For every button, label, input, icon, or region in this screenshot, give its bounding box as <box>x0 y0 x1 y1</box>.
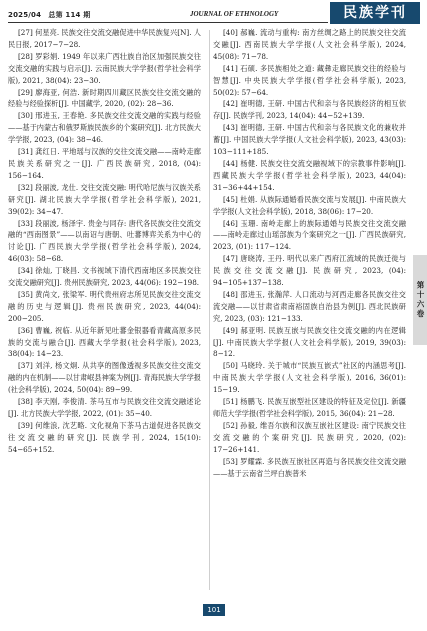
reference-item: [41] 石硕. 多民族相处之道: 藏彝走廊民族交往的经验与智慧[J]. 中央民族大学学报(哲学社会科学版), 2023, 50(02): 57−64. <box>213 63 406 97</box>
reference-item: [27] 何星亮. 民族交往交流交融促进中华民族复兴[N]. 人民日报, 2017−7−28. <box>8 28 201 49</box>
reference-item: [50] 马晓玲. 关于城市“民族互嵌式”社区的内涵思考[J]. 中南民族大学学报(人文社会科学版), 2016, 36(01): 15−19. <box>213 361 406 395</box>
reference-item: [47] 唐晓涛, 王丹. 明代以来广西府江流域的民族迁徙与民族交往交流交融[J]. 民族研究, 2023, (04): 94−105+137−138. <box>213 254 406 288</box>
column-divider <box>209 30 210 590</box>
journal-logo: 民族学刊 <box>330 2 420 24</box>
reference-item: [29] 廖海亚, 何浩. 新时期四川藏区民族交往交流交融的经验与经验探析[J]. 中国藏学, 2020, (02): 28−36. <box>8 87 201 109</box>
reference-item: [35] 黄尚文, 张梁军. 明代贵州府志所见民族交往交流交融的历史与逻辑[J]. 贵州民族研究, 2023, 44(04): 200−205. <box>8 289 201 323</box>
reference-item: [46] 玉珊. 南岭走廊上的族际通婚与民族交往交流交融——南岭走廊过山瑶部族为个案研究之一[J]. 广西民族研究, 2023, (01): 117−124. <box>213 218 406 252</box>
reference-item: [36] 曹巍, 祝临. 从近年新见吐蕃金银器看青藏高原多民族的交流与融合[J]. 西藏大学学报(社会科学版), 2023, 38(04): 14−23. <box>8 325 201 359</box>
reference-item: [44] 杨健. 民族交往交流交融视域下的宗教事件影响[J]. 西藏民族大学学报(哲学社会科学版), 2023, 44(04): 31−36+44+154. <box>213 158 406 192</box>
reference-item: [31] 龚红日. 平地瑶与汉族的交往交流交融——南岭走廊民族关系研究之一[J]. 广西民族研究, 2018, (04): 156−164. <box>8 147 201 180</box>
issue-label: 2025/04 总第 114 期 <box>8 11 91 19</box>
reference-item: [28] 罗彩娟. 1949 年以来广西壮族自治区加强民族交往交流交融的实践与启示[J]. 云南民族大学学报(哲学社会科学版), 2021, 38(04): 23−30. <box>8 51 201 85</box>
reference-item: [40] 郝巍. 流动与重构: 南方丝绸之路上的民族交往交流交融[J]. 西南民族大学学报(人文社会科学版), 2024, 45(08): 71−78. <box>213 28 406 61</box>
reference-item: [33] 段丽波, 杨泽宇. 贵金与同存: 唐代各民族交往交流交融的“西南图景”——以南诏与唐朝、吐蕃博弈关系为中心的讨论[J]. 广西民族大学学报(哲学社会科学版), 2024, 46(03): 58−68. <box>8 218 201 264</box>
reference-item: [51] 杨鹏飞. 民族互嵌型社区建设的特征及定位[J]. 新疆师范大学学报(哲学社会科学版), 2015, 36(04): 21−28. <box>213 397 406 418</box>
header-rule <box>8 22 328 23</box>
reference-item: [38] 李天刚, 李俊清. 茶马互市与民族交往交流交融述论[J]. 北方民族大学学报, 2022, (01): 35−40. <box>8 397 201 418</box>
reference-item: [53] 罗耀霖. 多民族互嵌社区再造与各民族交往交流交融——基于云南省兰坪白族普米 <box>213 456 406 478</box>
right-column <box>213 27 406 597</box>
journal-title: JOURNAL OF ETHNOLOGY <box>190 10 279 18</box>
reference-item: [32] 段丽波, 龙仕. 交往交流交融: 明代哈尼族与汉族关系研究[J]. 湖北民族大学学报(哲学社会科学版), 2021, 39(02): 34−47. <box>8 182 201 216</box>
reference-item: [49] 郝亚明. 民族互嵌与民族交往交流交融的内在逻辑[J]. 中南民族大学学报(人文社会科学版), 2019, 39(03): 8−12. <box>213 325 406 359</box>
reference-item: [48] 邵进玉, 张瀚萍. 人口流动与河西走廊各民族交往交流交融——以甘肃省肃南裕固族自治县为例[J]. 西北民族研究, 2023, (03): 121−133. <box>213 289 406 323</box>
reference-item: [39] 何维浪, 沈艺略. 文化视角下茶马古道促进各民族交往交流交融的研究[J]. 民族学刊, 2024, 15(10): 54−65+152. <box>8 420 201 454</box>
reference-item: [30] 邢进玉, 王春艳. 多民族交往交流交融的实践与经验——基于内蒙古和俄罗斯族民族乡的个案研究[J]. 北方民族大学学报, 2023, (04): 38−46. <box>8 111 201 145</box>
reference-item: [52] 孙毅, 维吾尔族和汉族互嵌社区建设: 南宁民族交往交流交融的个案研究[J]. 民族研究, 2020, (02): 17−26+141. <box>213 420 406 454</box>
reference-item: [37] 刘洋, 杨文炯. 从共享的图像透视多民族交往交流交融的内在机制——以甘肃岷县神案为例[J]. 青海民族大学学报(社会科学版), 2024, 50(04): 89−99. <box>8 361 201 395</box>
reference-item: [42] 崔明德, 王研. 中国古代和亲与各民族经济的相互依存[J]. 民族学刊, 2023, 14(04): 44−52+139. <box>213 99 406 121</box>
reference-item: [43] 崔明德, 王研. 中国古代和亲与各民族文化的兼收并蓄[J]. 中国民族大学学报(人文社会科学版), 2023, 43(03): 103−111+185. <box>213 123 406 157</box>
page-header <box>0 0 427 30</box>
left-column <box>8 27 201 597</box>
volume-side-tab: 第十六卷 <box>413 255 427 345</box>
page-number: 101 <box>203 604 225 616</box>
reference-item: [34] 徐灿, 丁晓昌. 文书视域下清代西南地区多民族交往交流交融研究[J]. 贵州民族研究, 2023, 44(06): 192−198. <box>8 266 201 288</box>
reference-item: [45] 杜娟. 从族际通婚看民族交流与发展[J]. 中南民族大学学报(人文社会科学版), 2018, 38(06): 17−20. <box>213 194 406 216</box>
